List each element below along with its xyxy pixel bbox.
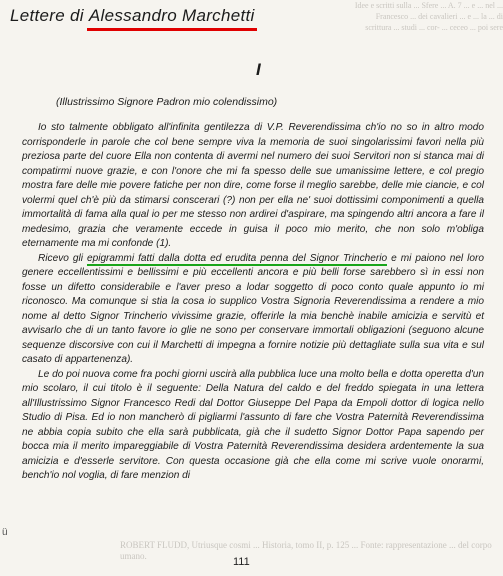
paragraph-1: Io sto talmente obbligato all'infinita gentilezza di V.P. Reverendissima ch'io no so in altro modo corrisponderle in parole che col bene sempre viva la memoria de suoi singolarissimi favori nella più preziosa parte del cuore Ella non contenta di avermi nel numero dei suoi Servitori non si stanca mai di compatirmi nuove grazie, e con l'onore che mi fa spesso delle sue umanissime lettere, e col pregio mostra fare delle mie povere fatiche per non dire, come forse il meglio sarebbe, delle mie ciancie, e col volermi quel ch'è più da stimarsi conscerari (?) non per ella ne' suoi dottissimi componimenti a quella immortalità di fama alla qual io per me stesso non ardirei d'aspirare, ma spingendo altri ancora a fare il medesimo, grazia che veramente eccede in guisa il poco mio merito, che non solo m'obliga eternamente ma mi confonde (1).	[22, 122, 484, 249]
highlighted-phrase	[87, 253, 387, 264]
margin-mark: ü	[2, 527, 8, 538]
header-author-name	[89, 6, 255, 26]
paragraph-2-after: e mi paiono nel loro genere eccellentissimi e bellissimi e più eccellenti ancora e più belli forse sarebbero sì in essi non fosse un difetto considerabile e l'aver preso a lodar soggetto di poco conto quale appunto io mi riconosco. Ma comunque si stia la cosa io supplico Vostra Signoria Reverendissima a rendere a mio nome al detto Signor Trincherio vivissime grazie, offerirle la mia benchè inabile amicizia e servitù et avvisarlo che di un tanto favore io glie ne sono per conservare immortali obligazioni (seguono alcune sequenze discorsive con cui il Marchetti di impegna a fornire notizie più dettagliate sulla sua vita e sul casato di appartenenza).	[22, 252, 485, 365]
header-prefix: Lettere di	[10, 6, 89, 25]
page-number: 111	[233, 556, 250, 568]
paragraph-2	[22, 252, 484, 368]
salutation-line: (Illustrissimo Signore Padron mio colendissimo)	[56, 96, 278, 108]
highlighted-phrase-text: epigrammi fatti dalla dotta ed erudita penna del Signor Trincherio	[86, 252, 388, 264]
green-underline-annotation	[87, 264, 387, 266]
letter-body	[22, 121, 484, 484]
bleed-through-text-top: Idee e scritti sulla ... Sfere ... A. 7 ... e ... nel ... Francesco ... dei cavalieri ... e ... la ... di scrittura ... studi ... cor- ... ceceo ... poi sere	[354, 1, 503, 32]
header-author-name-text: Alessandro Marchetti	[88, 6, 255, 25]
red-underline-annotation	[87, 28, 257, 31]
bleed-through-text-bottom: ROBERT FLUDD, Utriusque cosmi ... Historia, tomo II, p. 125 ... Fonte: rappresentazione ... del corpo umano.	[120, 540, 492, 561]
chapter-numeral: I	[256, 60, 261, 79]
paragraph-2-before: Ricevo gli	[38, 252, 87, 264]
paragraph-3: Le do poi nuova come fra pochi giorni uscirà alla pubblica luce una molto bella e dotta operetta d'un mio scolaro, il cui titolo è il seguente: Della Natura del caldo e del freddo spiegata in una lettera all'Illustrissimo Signor Francesco Redi dal Dottor Giuseppe Del Papa da Empoli dottor di logica nello Studio di Pisa. Ed io non mancherò di pigliarmi l'assunto di fare che Vostra Paternità Reverendissima ne abbia copia subito che ella sarà pubblicata, già che il sudetto Signor Dottor Papa sapendo per bocca mia il merito impareggiabile di Vostra Paternità Reverendissima desidera ardentemente la sua amicizia e d'esserle servitore. Con questa occasione già che ella come mi scrive vuole onorarmi, bench'io nol voglia, di fare menzion di	[22, 368, 484, 481]
page-header	[10, 6, 255, 26]
